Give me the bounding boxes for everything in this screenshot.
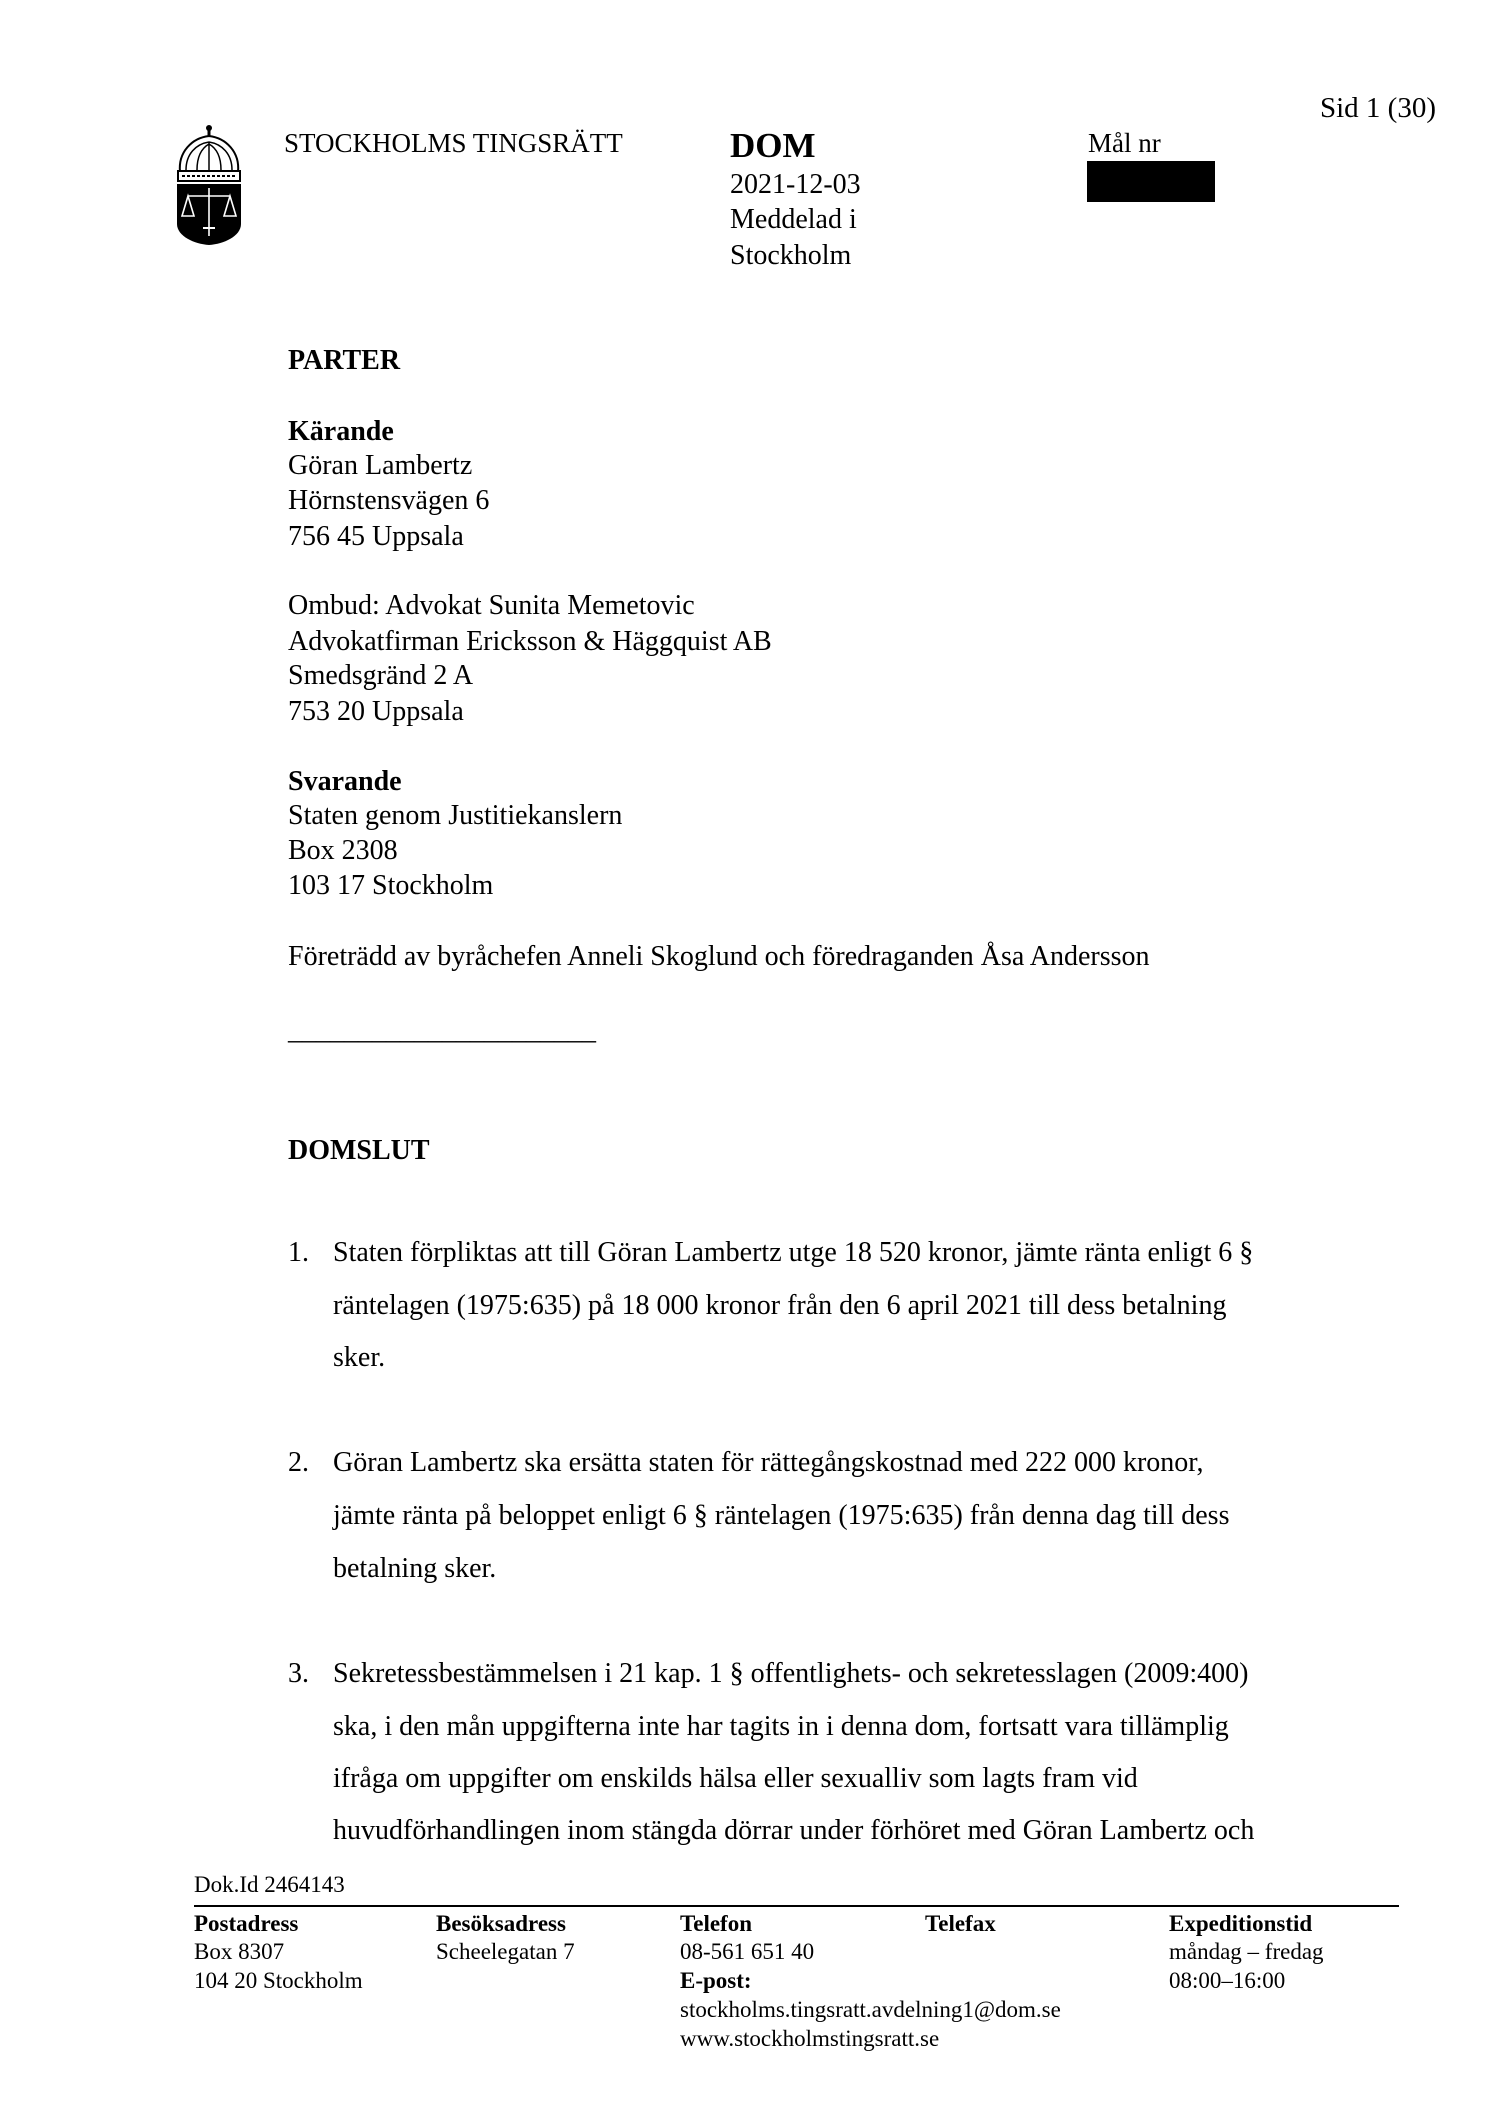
plaintiff-city: 756 45 Uppsala <box>288 521 464 552</box>
defendant-label: Svarande <box>288 766 402 797</box>
footer-email-label: E-post: <box>680 1968 752 1993</box>
item-number: 2. <box>288 1447 309 1478</box>
court-emblem-icon <box>174 124 244 246</box>
footer-rule <box>194 1905 1399 1907</box>
item-line: huvudförhandlingen inom stängda dörrar under förhöret med Göran Lambertz och <box>333 1815 1255 1846</box>
parties-heading: PARTER <box>288 345 401 376</box>
defendant-name: Staten genom Justitiekanslern <box>288 800 623 831</box>
document-date: 2021-12-03 <box>730 169 861 200</box>
item-line: jämte ränta på beloppet enligt 6 § räntelagen (1975:635) från denna dag till dess <box>333 1500 1230 1531</box>
footer-postal-city: 104 20 Stockholm <box>194 1968 363 1993</box>
footer-hours-days: måndag – fredag <box>1169 1939 1324 1964</box>
page-indicator: Sid 1 (30) <box>1320 92 1436 124</box>
footer-hours-label: Expeditionstid <box>1169 1911 1313 1936</box>
plaintiff-label: Kärande <box>288 416 394 447</box>
case-number-label: Mål nr <box>1088 128 1161 158</box>
footer-website[interactable]: www.stockholmstingsratt.se <box>680 2026 940 2051</box>
item-line: räntelagen (1975:635) på 18 000 kronor från den 6 april 2021 till dess betalning <box>333 1290 1227 1321</box>
counsel-firm: Advokatfirman Ericksson & Häggquist AB <box>288 626 772 657</box>
footer-hours-time: 08:00–16:00 <box>1169 1968 1286 1993</box>
item-line: sker. <box>333 1342 386 1373</box>
case-number-redaction <box>1087 161 1215 202</box>
plaintiff-name: Göran Lambertz <box>288 450 473 481</box>
counsel-street: Smedsgränd 2 A <box>288 660 474 691</box>
item-number: 1. <box>288 1237 309 1268</box>
document-id: Dok.Id 2464143 <box>194 1872 345 1897</box>
item-line: Göran Lambertz ska ersätta staten för rättegångskostnad med 222 000 kronor, <box>333 1447 1204 1478</box>
represented-by: Företrädd av byråchefen Anneli Skoglund och föredraganden Åsa Andersson <box>288 941 1150 972</box>
item-line: Staten förpliktas att till Göran Lambertz utge 18 520 kronor, jämte ränta enligt 6 § <box>333 1237 1254 1268</box>
item-line: betalning sker. <box>333 1553 497 1584</box>
court-name: STOCKHOLMS TINGSRÄTT <box>284 128 623 158</box>
counsel-city: 753 20 Uppsala <box>288 696 464 727</box>
issued-place-line1: Meddelad i <box>730 204 857 235</box>
separator-line: ______________________ <box>288 1015 596 1046</box>
defendant-box: Box 2308 <box>288 835 398 866</box>
defendant-city: 103 17 Stockholm <box>288 870 494 901</box>
plaintiff-street: Hörnstensvägen 6 <box>288 485 490 516</box>
footer-phone-label: Telefon <box>680 1911 752 1936</box>
footer-email[interactable]: stockholms.tingsratt.avdelning1@dom.se <box>680 1997 1061 2022</box>
item-number: 3. <box>288 1658 309 1689</box>
footer-postal-box: Box 8307 <box>194 1939 285 1964</box>
judgment-heading: DOMSLUT <box>288 1135 430 1166</box>
footer-visit-label: Besöksadress <box>436 1911 566 1936</box>
footer-postal-label: Postadress <box>194 1911 299 1936</box>
counsel-name: Ombud: Advokat Sunita Memetovic <box>288 590 695 621</box>
footer-visit-address: Scheelegatan 7 <box>436 1939 575 1964</box>
footer-phone: 08-561 651 40 <box>680 1939 815 1964</box>
item-line: ifråga om uppgifter om enskilds hälsa eller sexualliv som lagts fram vid <box>333 1763 1138 1794</box>
issued-place-line2: Stockholm <box>730 240 852 271</box>
footer-fax-label: Telefax <box>925 1911 996 1936</box>
document-type: DOM <box>730 126 816 165</box>
item-line: ska, i den mån uppgifterna inte har tagits in i denna dom, fortsatt vara tillämplig <box>333 1711 1229 1742</box>
item-line: Sekretessbestämmelsen i 21 kap. 1 § offentlighets- och sekretesslagen (2009:400) <box>333 1658 1249 1689</box>
